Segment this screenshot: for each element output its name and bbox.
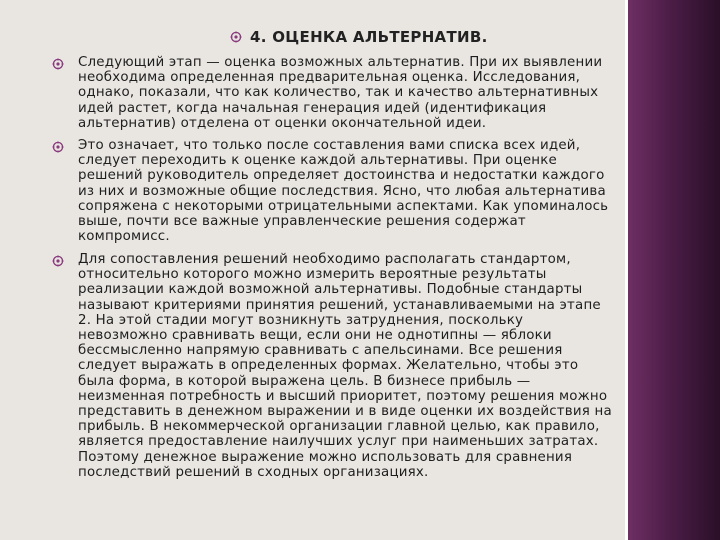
slide-title: 4. ОЦЕНКА АЛЬТЕРНАТИВ. bbox=[250, 28, 488, 46]
paragraph-1: Следующий этап — оценка возможных альтернатив. При их выявлении необходима определенная предварительная оценка. Исследования, однако, показали, что как количество, так и качество альтернативных идей растет, когда начальная генерация идей (идентификация альтернатив) отделена от оценки окончательной идеи. bbox=[78, 55, 603, 131]
paragraph-1-bullet-icon bbox=[52, 58, 64, 70]
paragraph-3: Для сопоставления решений необходимо располагать стандартом, относительно которого можно измерить вероятные результаты реализации каждой возможной альтернативы. Подобные стандарты называют критериями принятия решений, устанавливаемыми на этапе 2. На этой стадии могут возникнуть затруднения, поскольку невозможно сравнивать вещи, если они не однотипны — яблоки бессмысленно напрямую сравнивать с апельсинами. Все решения следует выражать в определенных формах. Желательно, чтобы это была форма, в которой выражена цель. В бизнесе прибыль — неизменная потребность и высший приоритет, поэтому решения можно представить в денежном выражении и в виде оценки их воздействия на прибыль. В некоммерческой организации главной целью, как правило, является предоставление наилучших услуг при наименьших затратах. Поэтому денежное выражение можно использовать для сравнения последствий решений в сходных организациях. bbox=[78, 252, 612, 480]
paragraph-2-bullet-icon bbox=[52, 141, 64, 153]
paragraph-2: Это означает, что только после составления вами списка всех идей, следует переходить к оценке каждой альтернативы. При оценке решений руководитель определяет достоинства и недостатки каждого из них и возможные общие последствия. Ясно, что любая альтернатива сопряжена с некоторыми отрицательными аспектами. Как упоминалось выше, почти все важные управленческие решения содержат компромисс. bbox=[78, 138, 609, 245]
side-decor-panel bbox=[628, 0, 720, 540]
paragraph-3-bullet-icon bbox=[52, 255, 64, 267]
title-bullet-icon bbox=[230, 31, 242, 43]
